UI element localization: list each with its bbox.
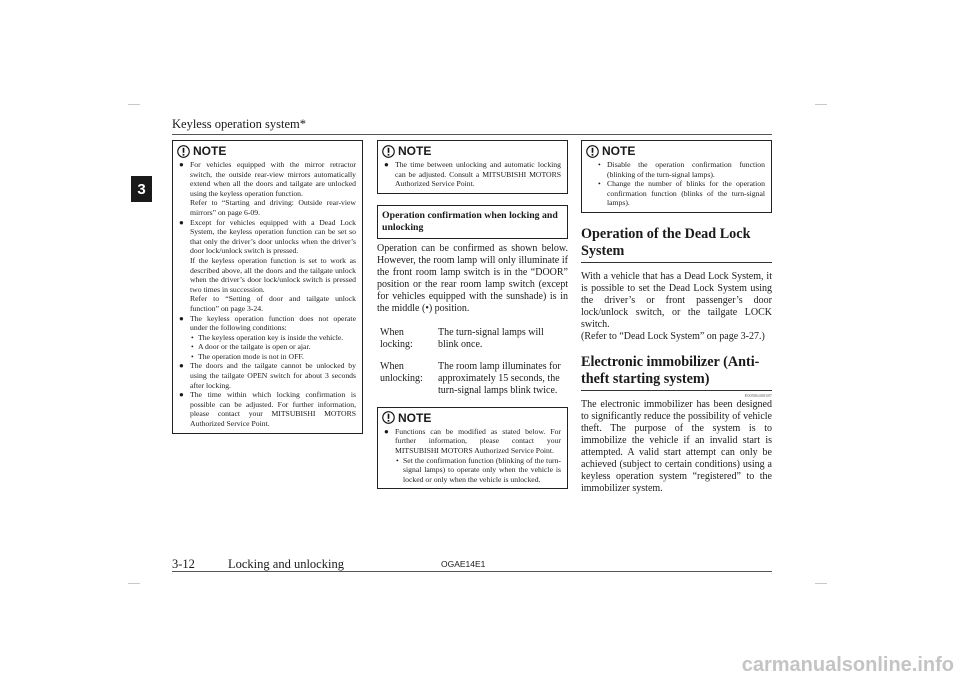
watermark: carmanualsonline.info (741, 654, 954, 676)
running-header: Keyless operation system* (172, 117, 307, 131)
note-subitem: • A door or the tailgate is open or ajar. (191, 342, 311, 352)
header-rule (172, 134, 772, 135)
table-cell: When unlocking: (380, 360, 423, 384)
body-paragraph: The electronic immobilizer has been designed to significantly reduce the possibility of vehicle theft. The purpose of the system is to immobilize the vehicle if an invalid start is attempted. A valid start attempt can only be achieved (subject to certain conditions) using a keyless operation system “registered” to the immobilizer system. (581, 398, 772, 495)
note-header (378, 141, 567, 159)
note-item: ● The time between unlocking and automatic locking can be adjusted. Consult a MITSUBISHI MOTORS Authorized Service Point. (384, 160, 561, 189)
note-box (377, 407, 568, 490)
note-label: NOTE (193, 144, 227, 158)
note-subitem: • Change the number of blinks for the operation confirmation function (blinks of the turn-signal lamps). (598, 179, 765, 208)
note-label: NOTE (602, 144, 636, 158)
dead-lock-heading: Operation of the Dead Lock System (581, 225, 751, 259)
table-cell: The room lamp illuminates for approximately 15 seconds, the turn-signal lamps blink twice. (438, 360, 561, 396)
note-subitem: • The operation mode is not in OFF. (191, 351, 304, 361)
note-warning-icon (382, 145, 395, 158)
note-item: ● The keyless operation function does not operate under the following conditions: (179, 313, 356, 333)
note-item: ● The time within which locking confirmation is possible can be adjusted. For further information, please contact your MITSUBISHI MOTORS Authorized Service Point. (179, 390, 356, 429)
note-header (582, 141, 771, 159)
table-cell: The turn-signal lamps will blink once. (438, 327, 544, 351)
note-label: NOTE (398, 144, 432, 158)
note-subitem: • Set the confirmation function (blinking of the turn-signal lamps) to operate only when the vehicle is locked or only when the vehicle is unlocked. (396, 455, 561, 484)
crop-mark (128, 104, 140, 105)
column-2 (377, 140, 568, 489)
column-3 (581, 140, 772, 495)
note-header (173, 141, 362, 159)
note-warning-icon (382, 411, 395, 424)
note-box (377, 140, 568, 194)
body-paragraph: (Refer to “Dead Lock System” on page 3-27.) (581, 331, 765, 343)
note-item: ● The doors and the tailgate cannot be unlocked by using the tailgate OPEN switch for about 3 seconds after locking. (179, 361, 356, 390)
body-paragraph: With a vehicle that has a Dead Lock System, it is possible to set the Dead Lock System using the driver’s or front passenger’s door lock/unlock switch, or the tailgate LOCK switch. (581, 270, 772, 331)
table-row (377, 361, 568, 397)
note-box (581, 140, 772, 213)
section-code: E00506400387 (744, 392, 772, 398)
note-subitem: • The keyless operation key is inside the vehicle. (191, 332, 344, 342)
crop-mark (815, 104, 827, 105)
immobilizer-heading: Electronic immobilizer (Anti-theft starting system) (581, 353, 760, 387)
chapter-tab: 3 (131, 176, 152, 202)
note-item: ● Functions can be modified as stated below. For further information, please contact your MITSUBISHI MOTORS Authorized Service Point. (384, 426, 561, 455)
section-heading: Operation confirmation when locking and unlocking (377, 205, 568, 239)
note-label: NOTE (398, 410, 432, 425)
note-header (378, 408, 567, 426)
footer-section: Locking and unlocking (228, 557, 344, 571)
body-paragraph: Operation can be confirmed as shown below. However, the room lamp will only illuminate if the front room lamp switch is in the “DOOR” position or the rear room lamp switch (except for vehicles equipped with the sunshade) is in the middle (•) position. (377, 242, 568, 315)
note-item: ● For vehicles equipped with the mirror retractor switch, the outside rear-view mirrors automatically extend when all the doors and tailgate are unlocked using the keyless operation function. Refer to “Starting and driving: Outside rear-view mirrors” on page 6-09. (179, 160, 356, 217)
table-row (377, 327, 568, 351)
note-warning-icon (177, 145, 190, 158)
column-1 (172, 140, 363, 434)
confirmation-table (377, 327, 568, 396)
note-warning-icon (586, 145, 599, 158)
heading-rule (581, 390, 772, 391)
page-number: 3-12 (172, 557, 195, 571)
crop-mark (815, 583, 827, 584)
heading-rule (581, 262, 772, 263)
note-box (172, 140, 363, 434)
crop-mark (128, 583, 140, 584)
table-cell: When locking: (380, 327, 413, 351)
note-item: ● Except for vehicles equipped with a Dead Lock System, the keyless operation function can be set so that only the driver’s door unlocks when the driver’s door lock/unlock switch is pressed. If the keyless operation function is set to work as described above, all the doors and the tailgate unlock when the driver’s door lock/unlock switch is pressed two times in succession. Refer to “Setting of door and tailgate unlock function” on page 3-24. (179, 217, 356, 313)
note-subitem: • Disable the operation confirmation function (blinking of the turn-signal lamps). (598, 160, 765, 179)
footer-rule (172, 571, 772, 572)
footer-code: OGAE14E1 (441, 559, 486, 569)
